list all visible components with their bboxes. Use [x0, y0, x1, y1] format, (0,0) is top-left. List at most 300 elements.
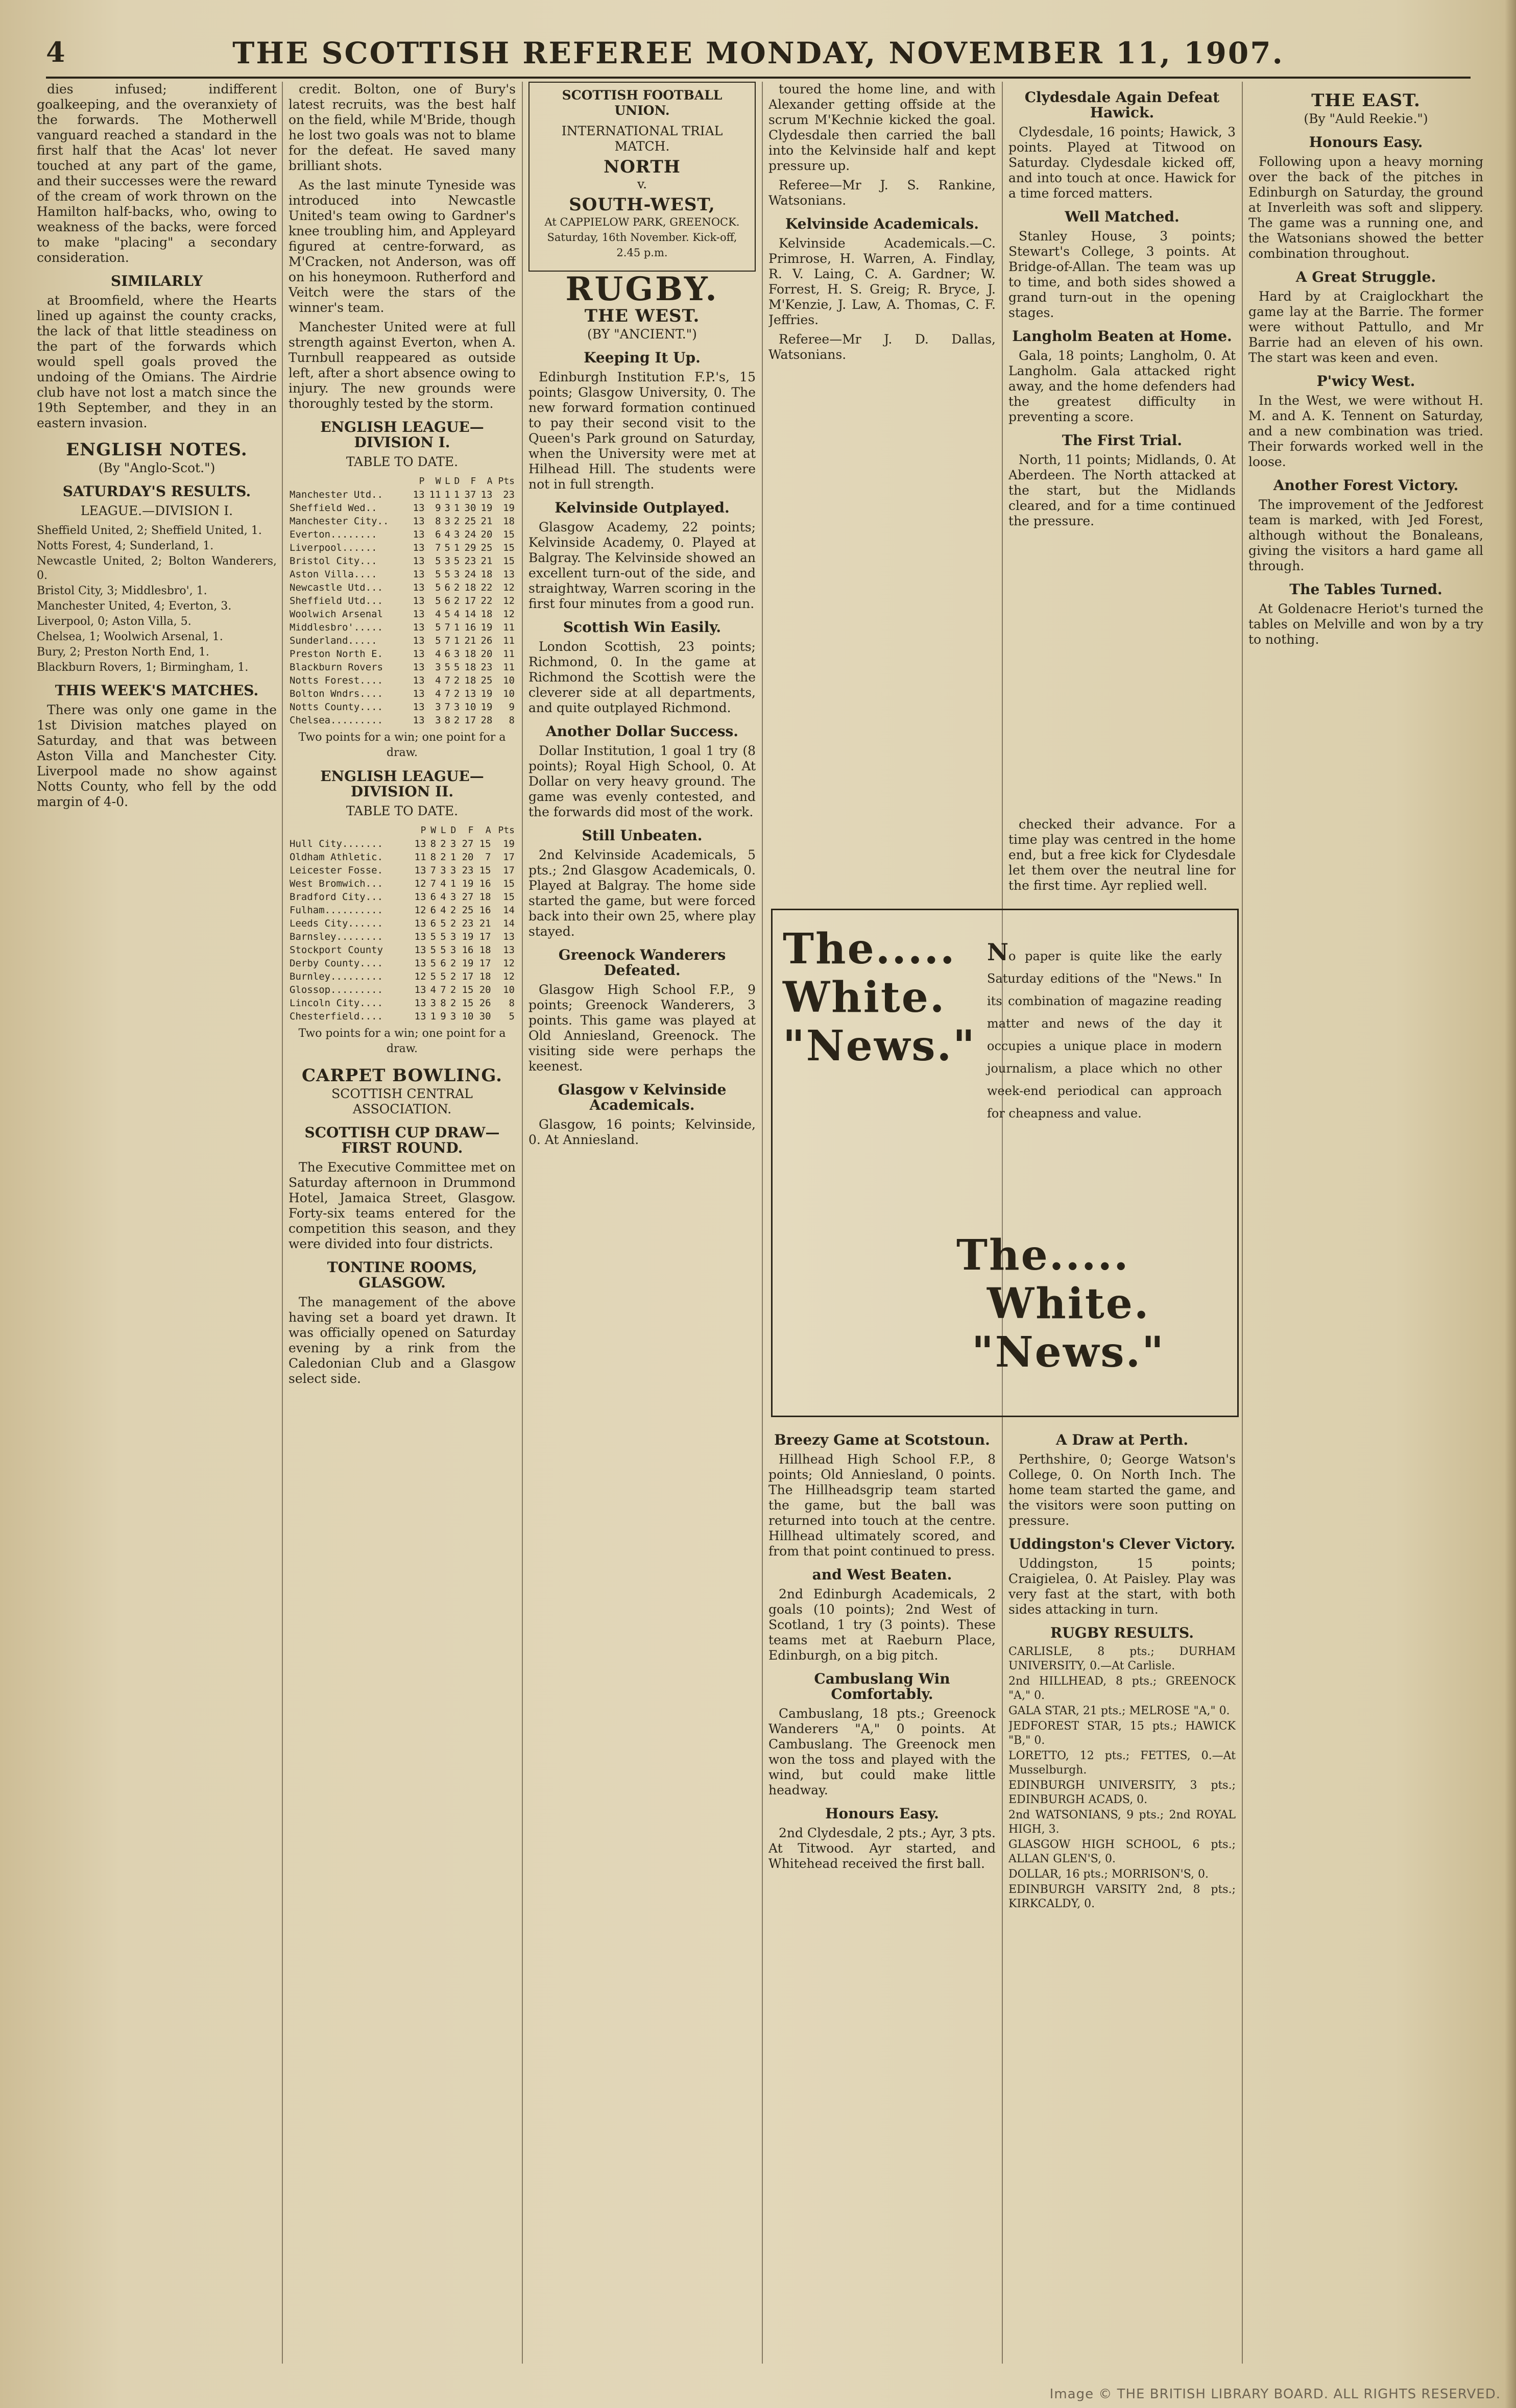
table-cell: 22 [480, 595, 493, 606]
table-cell: 9 [509, 701, 515, 713]
table-cell: 3 [444, 516, 450, 527]
article-heading: P'wicy West. [1316, 373, 1415, 390]
column-2 [288, 82, 516, 2364]
column-divider [762, 82, 763, 2364]
table-cell: 7 [444, 701, 450, 713]
table-cell: 13 [413, 569, 425, 580]
notice-line: INTERNATIONAL TRIAL MATCH. [561, 124, 723, 154]
table-cell: 5 [435, 635, 441, 646]
article-heading: The First Trial. [1062, 432, 1183, 449]
table-cell: Aston Villa.... [290, 569, 377, 580]
table-row [288, 957, 516, 970]
table-cell: 15 [479, 838, 491, 849]
table-cell: 2 [453, 688, 460, 699]
table-row [288, 930, 516, 943]
table-cell: 7 [444, 635, 450, 646]
table-cell: 23 [462, 865, 474, 876]
advert-dropcap: N [987, 938, 1009, 966]
article-text: Glasgow, 16 points; Kelvinside, 0. At Anniesland. [528, 1117, 756, 1147]
article-heading: Kelvinside Academicals. [785, 215, 979, 232]
column-header: L [440, 825, 446, 836]
table-cell: 3 [444, 555, 450, 567]
table-cell: 29 [464, 542, 476, 553]
table-cell: 13 [414, 1011, 426, 1022]
table-cell: 8 [509, 998, 515, 1009]
table-cell: 15 [462, 998, 474, 1009]
rugby-heading: RUGBY. [565, 270, 719, 308]
column-header: D [454, 476, 460, 487]
subheading: SIMILARLY [111, 273, 203, 289]
article-heading: Uddingston's Clever Victory. [1008, 1536, 1236, 1552]
article-text: Stanley House, 3 points; Stewart's College, 3 points. At Bridge-of-Allan. The team was up to time, and both sides showed a grand turn-out in the opening stages. [1008, 229, 1236, 320]
table-row [288, 837, 516, 850]
table-row [288, 714, 516, 727]
table-cell: West Bromwich... [290, 878, 383, 889]
article-text: Glasgow High School F.P., 9 points; Greenock Wanderers, 3 points. This game was played at Old Anniesland, Greenock. The visiting side were perhaps the keenest. [528, 982, 756, 1074]
result-line: DOLLAR, 16 pts.; MORRISON'S, 0. [1008, 1868, 1209, 1881]
table-cell: 8 [430, 838, 437, 849]
table-cell: 7 [444, 622, 450, 633]
table-cell: 12 [503, 595, 515, 606]
table-row [288, 488, 516, 501]
article-text: Hillhead High School F.P., 8 points; Old Anniesland, 0 points. The Hillheadsgrip team started the game, but the ball was returned into touch at the centre. Hillhead ultimately scored, and from that point continued to press. [768, 1452, 996, 1559]
column-header [288, 475, 409, 488]
table-row [288, 621, 516, 634]
table-cell: 25 [462, 905, 474, 916]
notice-line: At CAPPIELOW PARK, GREENOCK. Saturday, 16th November. Kick-off, 2.45 p.m. [544, 216, 740, 259]
table-cell: 14 [503, 918, 515, 929]
table-cell: 5 [435, 595, 441, 606]
table-cell: 13 [414, 998, 426, 1009]
table-cell: 6 [430, 918, 437, 929]
table-cell: 19 [503, 502, 515, 514]
table-row [288, 607, 516, 621]
table-cell: 7 [485, 852, 491, 863]
table-cell: 5 [440, 931, 446, 942]
table-cell: Everton........ [290, 529, 377, 540]
article-text: The management of the above having set a board yet drawn. It was officially opened on Saturday evening by a rink from the Caledonian Club and a Glasgow select side. [288, 1295, 516, 1386]
table-cell: 25 [464, 516, 476, 527]
table-cell: 13 [414, 838, 426, 849]
notice-line: v. [637, 177, 647, 191]
advert-body [987, 938, 1222, 1125]
table-cell: Hull City....... [290, 838, 383, 849]
byline: (By "Anglo-Scot.") [98, 460, 215, 475]
table-cell: 1 [453, 542, 460, 553]
article-text: dies infused; indifferent goalkeeping, and the overanxiety of the forwards. The Motherwell vanguard reached a standard in the first half that the Acas' lot never touched at any part of the game, and their successes were the reward of the cream of work thrown on the Hamilton half-backs, who, owing to weakness of the backs, were forced to make "placing" a secondary consideration. [37, 82, 277, 265]
column-header: W [435, 476, 441, 487]
table-cell: 23 [464, 555, 476, 567]
article-text: toured the home line, and with Alexander getting offside at the scrum M'Kechnie kicked the goal. Clydesdale then carried the ball into the Kelvinside half and kept pressure up. [768, 82, 996, 173]
notice-line: SCOTTISH FOOTBALL UNION. [562, 88, 723, 118]
table-row [288, 568, 516, 581]
table-cell: 14 [503, 905, 515, 916]
article-heading: A Draw at Perth. [1055, 1431, 1189, 1448]
column-header: F [470, 476, 476, 487]
table-cell: 18 [464, 675, 476, 686]
table-cell: 17 [462, 971, 474, 982]
table-cell: 6 [444, 595, 450, 606]
team-list: Kelvinside Academicals.—C. Primrose, H. Warren, A. Findlay, R. V. Laing, C. A. Gardner; W. Forrest, H. S. Greig; R. Bryce, J. M'Kenzie, J. Law, A. Thomas, C. F. Jeffries. [768, 236, 996, 327]
table-cell: 5 [430, 971, 437, 982]
table-cell: 6 [440, 958, 446, 969]
article-heading: Honours Easy. [825, 1805, 939, 1822]
table-cell: 4 [440, 905, 446, 916]
result-line: EDINBURGH UNIVERSITY, 3 pts.; EDINBURGH ACADS, 0. [1008, 1779, 1236, 1806]
article-text: Dollar Institution, 1 goal 1 try (8 points); Royal High School, 0. At Dollar on very heavy ground. The game was evenly contested, and the forwards did most of the work. [528, 743, 756, 819]
table-cell: 12 [503, 582, 515, 593]
table-row [288, 850, 516, 864]
table-cell: 5 [435, 582, 441, 593]
table-cell: 24 [464, 529, 476, 540]
table-cell: 3 [450, 865, 456, 876]
column-header: D [450, 825, 456, 836]
table-heading: ENGLISH LEAGUE—DIVISION I. [320, 419, 484, 451]
table-cell: 5 [444, 609, 450, 620]
column-header: A [485, 825, 491, 836]
column-header: P [420, 825, 426, 836]
article-text: Hard by at Craiglockhart the game lay at the Barrie. The former were without Pattullo, and Mr Barrie had an eleven of his own. The start was keen and even. [1248, 289, 1483, 365]
result-line: 2nd WATSONIANS, 9 pts.; 2nd ROYAL HIGH, 3. [1008, 1809, 1236, 1836]
column-divider [522, 82, 523, 2364]
table-cell: 6 [435, 529, 441, 540]
table-cell: 6 [430, 891, 437, 903]
table-cell: Fulham.......... [290, 905, 383, 916]
table-cell: 5 [453, 662, 460, 673]
notice-line: SOUTH-WEST, [569, 194, 715, 215]
table-cell: 17 [464, 595, 476, 606]
table-cell: 19 [480, 502, 493, 514]
table-cell: 10 [462, 1011, 474, 1022]
table-cell: 1 [450, 852, 456, 863]
table-row [288, 700, 516, 714]
table-row [288, 917, 516, 930]
table-cell: 18 [480, 569, 493, 580]
table-cell: Bradford City... [290, 891, 383, 903]
table-cell: 11 [503, 662, 515, 673]
table-cell: 10 [503, 984, 515, 995]
table-cell: 5 [430, 931, 437, 942]
table-row [288, 515, 516, 528]
table-cell: 3 [453, 569, 460, 580]
table-cell: 18 [480, 609, 493, 620]
article-heading: Keeping It Up. [584, 349, 701, 366]
article-heading: The Tables Turned. [1289, 581, 1442, 598]
column-6 [1248, 82, 1483, 2364]
table-cell: 3 [453, 529, 460, 540]
advert-title-the-repeat: The..... [956, 1231, 1130, 1280]
table-row [288, 594, 516, 607]
table-cell: 13 [413, 542, 425, 553]
table-cell: 23 [480, 662, 493, 673]
table-cell: 13 [480, 489, 493, 500]
table-row [288, 996, 516, 1010]
table-cell: 2 [450, 998, 456, 1009]
table-cell: 23 [462, 918, 474, 929]
column-header: L [445, 476, 450, 487]
article-heading: Scottish Win Easily. [563, 619, 721, 636]
column-5-bottom [1008, 1424, 1236, 2364]
table-cell: 22 [480, 582, 493, 593]
table-cell: 26 [479, 998, 491, 1009]
table-cell: 19 [480, 622, 493, 633]
table-cell: 12 [503, 958, 515, 969]
table-cell: 16 [462, 944, 474, 956]
table-cell: 16 [479, 878, 491, 889]
table-cell: 15 [503, 555, 515, 567]
table-row [288, 634, 516, 647]
league-table-division-2 [288, 824, 516, 1023]
table-cell: Barnsley........ [290, 931, 383, 942]
table-cell: 16 [464, 622, 476, 633]
table-cell: 5 [509, 1011, 515, 1022]
article-text: At Goldenacre Heriot's turned the tables on Melville and won by a try to nothing. [1248, 601, 1483, 647]
table-cell: 15 [503, 891, 515, 903]
table-cell: 13 [413, 688, 425, 699]
table-cell: 13 [464, 688, 476, 699]
subheading: SCOTTISH CENTRAL ASSOCIATION. [331, 1086, 473, 1116]
table-row [288, 970, 516, 983]
result-line: Sheffield United, 2; Sheffield United, 1. [37, 524, 262, 537]
table-cell: 13 [413, 595, 425, 606]
table-row [288, 528, 516, 541]
table-row [288, 687, 516, 700]
result-line: GLASGOW HIGH SCHOOL, 6 pts.; ALLAN GLEN'S, 0. [1008, 1838, 1236, 1865]
column-header [288, 824, 410, 837]
table-cell: 19 [480, 688, 493, 699]
table-cell: 13 [413, 648, 425, 660]
subheading: LEAGUE.—DIVISION I. [80, 503, 233, 518]
referee-line: Referee—Mr J. S. Rankine, Watsonians. [768, 178, 996, 208]
table-cell: 3 [450, 944, 456, 956]
subheading: SCOTTISH CUP DRAW—FIRST ROUND. [304, 1124, 500, 1156]
table-cell: 13 [413, 502, 425, 514]
trial-match-notice [528, 82, 756, 272]
table-cell: 13 [413, 555, 425, 567]
table-cell: 13 [414, 865, 426, 876]
table-cell: 18 [464, 582, 476, 593]
league-table-division-1 [288, 475, 516, 727]
article-text: In the West, we were without H. M. and A. K. Tennent on Saturday, and a new combination was tried. Their forwards worked well in the loose. [1248, 393, 1483, 469]
copyright-footer: Image © THE BRITISH LIBRARY BOARD. ALL RIGHTS RESERVED. [1049, 2387, 1501, 2402]
table-cell: 18 [464, 648, 476, 660]
section-heading: THE EAST. [1311, 90, 1421, 111]
article-text: Following upon a heavy morning over the back of the pitches in Edinburgh on Saturday, the ground at Inverleith was soft and slippery. The game was a running one, and the Watsonians showed the better combination throughout. [1248, 154, 1483, 261]
table-cell: 1 [430, 1011, 437, 1022]
table-cell: Leeds City...... [290, 918, 383, 929]
table-cell: 19 [462, 878, 474, 889]
table-cell: 12 [503, 609, 515, 620]
masthead [46, 36, 1471, 71]
white-news-advert [771, 909, 1239, 1417]
table-cell: 4 [435, 609, 441, 620]
table-cell: Leicester Fosse. [290, 865, 383, 876]
table-cell: 13 [503, 931, 515, 942]
article-text: Uddingston, 15 points; Craigielea, 0. At Paisley. Play was very fast at the start, with both sides attacking in turn. [1008, 1556, 1236, 1617]
table-cell: 18 [479, 971, 491, 982]
subheading: THIS WEEK'S MATCHES. [55, 682, 259, 699]
table-cell: Preston North E. [290, 648, 383, 660]
table-cell: 30 [464, 502, 476, 514]
table-cell: 27 [462, 838, 474, 849]
table-cell: 5 [430, 944, 437, 956]
table-cell: 4 [435, 648, 441, 660]
table-cell: 9 [435, 502, 441, 514]
table-heading: ENGLISH LEAGUE—DIVISION II. [320, 768, 484, 800]
article-text: The Executive Committee met on Saturday afternoon in Drummond Hotel, Jamaica Street, Glasgow. Forty-six teams entered for the competition this season, and they were divided into four districts. [288, 1160, 516, 1251]
table-cell: 5 [453, 555, 460, 567]
column-header: F [468, 825, 474, 836]
table-cell: 11 [503, 635, 515, 646]
table-cell: 8 [440, 998, 446, 1009]
byline: (BY "ANCIENT.") [587, 327, 697, 342]
table-cell: 15 [503, 529, 515, 540]
table-cell: 5 [440, 971, 446, 982]
table-cell: 27 [462, 891, 474, 903]
article-heading: Still Unbeaten. [582, 827, 703, 844]
article-heading: Another Forest Victory. [1273, 477, 1459, 494]
notice-line: NORTH [604, 157, 681, 177]
article-heading: Langholm Beaten at Home. [1012, 328, 1232, 345]
table-cell: 5 [440, 918, 446, 929]
table-row [288, 541, 516, 554]
table-cell: 13 [414, 931, 426, 942]
table-cell: 5 [444, 662, 450, 673]
table-cell: Glossop......... [290, 984, 383, 995]
table-cell: 13 [414, 891, 426, 903]
table-cell: 5 [444, 542, 450, 553]
table-cell: 18 [479, 944, 491, 956]
table-cell: 10 [464, 701, 476, 713]
table-cell: 3 [435, 662, 441, 673]
table-cell: 13 [413, 489, 425, 500]
masthead-rule [46, 77, 1471, 79]
table-cell: 11 [503, 648, 515, 660]
table-cell: Bolton Wndrs.... [290, 688, 383, 699]
table-header-row [288, 824, 516, 837]
table-cell: 9 [440, 1011, 446, 1022]
column-4-bottom [768, 1424, 996, 2364]
table-cell: 3 [435, 701, 441, 713]
table-cell: 2 [450, 905, 456, 916]
table-cell: 23 [503, 489, 515, 500]
table-cell: 7 [444, 675, 450, 686]
article-text: Glasgow Academy, 22 points; Kelvinside Academy, 0. Played at Balgray. The Kelvinside showed an excellent turn-out of the side, and straightway, Warren scoring in the first four minutes from a good run. [528, 520, 756, 611]
table-cell: 6 [430, 905, 437, 916]
article-text: Clydesdale, 16 points; Hawick, 3 points. Played at Titwood on Saturday. Clydesdale kicked off, and into touch at once. Hawick for a time forced matters. [1008, 125, 1236, 201]
table-cell: 19 [480, 701, 493, 713]
table-cell: 16 [479, 905, 491, 916]
table-cell: 13 [413, 609, 425, 620]
table-cell: Sheffield Utd... [290, 595, 383, 606]
table-cell: 8 [444, 715, 450, 726]
table-cell: 1 [444, 489, 450, 500]
article-text: The improvement of the Jedforest team is marked, with Jed Forest, although without the Bonaleans, giving the visitors a hard game all through. [1248, 497, 1483, 573]
table-cell: 15 [462, 984, 474, 995]
table-cell: 13 [413, 582, 425, 593]
table-cell: Woolwich Arsenal [290, 609, 383, 620]
article-text: checked their advance. For a time play was centred in the home end, but a free kick for Clydesdale let them over the neutral line for the first time. Ayr replied well. [1008, 817, 1236, 893]
table-cell: 5 [435, 622, 441, 633]
table-row [288, 1010, 516, 1023]
table-cell: 28 [480, 715, 493, 726]
table-cell: Chesterfield.... [290, 1011, 383, 1022]
table-cell: 20 [462, 852, 474, 863]
result-line: LORETTO, 12 pts.; FETTES, 0.—At Musselburgh. [1008, 1749, 1236, 1777]
table-cell: 2 [450, 918, 456, 929]
table-cell: 14 [464, 609, 476, 620]
byline: (By "Auld Reekie.") [1304, 111, 1428, 126]
table-cell: Manchester City.. [290, 516, 389, 527]
table-cell: 7 [430, 865, 437, 876]
table-cell: 7 [444, 688, 450, 699]
table-cell: 1 [453, 635, 460, 646]
table-row [288, 501, 516, 515]
advert-title-news-repeat: "News." [972, 1328, 1165, 1377]
table-cell: 3 [450, 931, 456, 942]
table-row [288, 983, 516, 996]
table-cell: 13 [503, 569, 515, 580]
table-cell: 1 [453, 622, 460, 633]
table-cell: 5 [435, 569, 441, 580]
article-text: Gala, 18 points; Langholm, 0. At Langholm. Gala attacked right away, and the home defenders had the greatest difficulty in preventing a score. [1008, 348, 1236, 424]
table-cell: Sunderland..... [290, 635, 377, 646]
table-cell: 30 [479, 1011, 491, 1022]
table-cell: 2 [450, 971, 456, 982]
table-cell: 25 [480, 675, 493, 686]
article-text: Perthshire, 0; George Watson's College, 0. On North Inch. The home team started the game, and the visitors were soon putting on pressure. [1008, 1452, 1236, 1528]
table-header-row [288, 475, 516, 488]
table-cell: 21 [479, 918, 491, 929]
result-line: Chelsea, 1; Woolwich Arsenal, 1. [37, 630, 223, 643]
table-cell: Notts County.... [290, 701, 383, 713]
results-list [37, 524, 277, 675]
table-cell: 2 [453, 675, 460, 686]
table-note: Two points for a win; one point for a draw. [298, 1027, 506, 1055]
table-cell: 12 [414, 971, 426, 982]
table-cell: 3 [453, 701, 460, 713]
article-heading: and West Beaten. [812, 1566, 952, 1583]
column-divider [282, 82, 283, 2364]
table-cell: 21 [464, 635, 476, 646]
column-header: Pts [498, 476, 515, 487]
table-cell: 7 [440, 984, 446, 995]
article-heading: Glasgow v Kelvinside Academicals. [558, 1081, 727, 1113]
table-cell: 4 [440, 891, 446, 903]
table-cell: 6 [444, 648, 450, 660]
table-cell: 2 [440, 838, 446, 849]
column-divider [1242, 82, 1243, 2364]
table-cell: Blackburn Rovers [290, 662, 383, 673]
article-heading: Clydesdale Again Defeat Hawick. [1024, 89, 1220, 121]
table-cell: 8 [430, 852, 437, 863]
table-cell: 3 [450, 1011, 456, 1022]
table-cell: Manchester Utd.. [290, 489, 383, 500]
table-cell: 18 [503, 516, 515, 527]
table-cell: Burnley......... [290, 971, 383, 982]
table-cell: 17 [479, 958, 491, 969]
table-cell: 1 [453, 502, 460, 514]
table-cell: 21 [480, 516, 493, 527]
page-edge-shadow [1505, 0, 1516, 2408]
table-cell: 12 [503, 971, 515, 982]
table-row [288, 647, 516, 661]
table-cell: 3 [430, 998, 437, 1009]
article-heading: Kelvinside Outplayed. [555, 499, 730, 516]
table-subheading: TABLE TO DATE. [346, 804, 459, 818]
table-cell: 3 [435, 715, 441, 726]
table-row [288, 661, 516, 674]
